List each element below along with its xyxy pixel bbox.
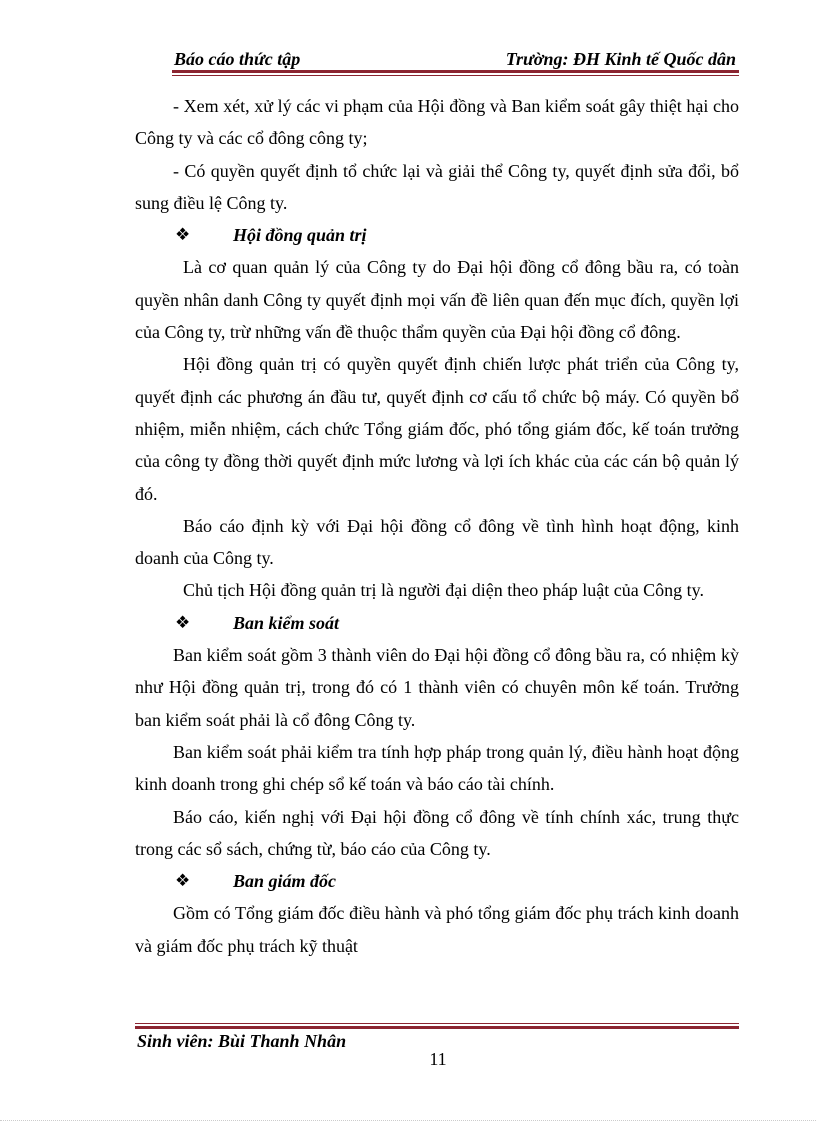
section-heading-directors — [135, 865, 739, 897]
paragraph: Chủ tịch Hội đồng quản trị là người đại diện theo pháp luật của Công ty. — [183, 580, 705, 601]
document-body — [135, 90, 739, 962]
footer-rule-thin — [135, 1023, 739, 1024]
paragraph: Ban kiểm soát gồm 3 thành viên do Đại hội đồng cổ đông bầu ra, có nhiệm kỳ như Hội đồng quản trị, trong đó có 1 thành viên có chuyên môn kế toán. Trưởng ban kiểm soát phải là cổ đông Công ty. — [135, 645, 739, 730]
paragraph: Báo cáo, kiến nghị với Đại hội đồng cổ đông về tính chính xác, trung thực trong các sổ sách, chứng từ, báo cáo của Công ty. — [135, 806, 739, 859]
paragraph: Ban kiểm soát phải kiểm tra tính hợp pháp trong quản lý, điều hành hoạt động kinh doanh trong ghi chép sổ kế toán và báo cáo tài chính. — [135, 741, 739, 795]
heading-text: Ban giám đốc — [233, 871, 337, 892]
section-heading-board — [135, 219, 739, 251]
paragraph: Hội đồng quản trị có quyền quyết định chiến lược phát triển của Công ty, quyết định các phương án đầu tư, quyết định cơ cấu tổ chức bộ máy. Có quyền bổ nhiệm, miễn nhiệm, cách chức Tổng giám đốc, phó tổng giám đốc, kế toán trưởng của công ty đồng thời quyết định mức lương và lợi ích khác của các cán bộ quản lý đó. — [135, 354, 739, 504]
paragraph: Là cơ quan quản lý của Công ty do Đại hội đồng cổ đông bầu ra, có toàn quyền nhân danh Công ty quyết định mọi vấn đề liên quan đến mục đích, quyền lợi của Công ty, trừ những vấn đề thuộc thẩm quyền của Đại hội đồng cổ đông. — [135, 257, 739, 343]
header-university: Trường: ĐH Kinh tế Quốc dân — [505, 49, 736, 69]
paragraph: - Xem xét, xử lý các vi phạm của Hội đồng và Ban kiểm soát gây thiệt hại cho Công ty và các cổ đông công ty; — [135, 96, 739, 149]
header-report-title: Báo cáo thức tập — [174, 49, 301, 69]
diamond-bullet-icon: ❖ — [175, 612, 191, 632]
footer-double-rule — [135, 1023, 739, 1031]
paragraph: Báo cáo định kỳ với Đại hội đồng cổ đông về tình hình hoạt động, kinh doanh của Công ty. — [135, 515, 739, 569]
heading-text: Hội đồng quản trị — [233, 225, 367, 246]
page-header — [172, 47, 738, 71]
heading-text: Ban kiểm soát — [233, 612, 340, 633]
page-edge-divider — [0, 1120, 816, 1121]
header-rule-thick — [172, 70, 739, 73]
header-double-rule — [172, 70, 739, 77]
diamond-bullet-icon: ❖ — [175, 225, 191, 245]
footer-student-name: Sinh viên: Bùi Thanh Nhân — [137, 1031, 347, 1051]
paragraph: Gồm có Tổng giám đốc điều hành và phó tổng giám đốc phụ trách kinh doanh và giám đốc phụ trách kỹ thuật — [135, 903, 739, 956]
footer-rule-thick — [135, 1026, 739, 1029]
page-number: 11 — [429, 1049, 447, 1069]
section-heading-supervisory — [135, 607, 739, 639]
diamond-bullet-icon: ❖ — [175, 871, 191, 891]
header-rule-thin — [172, 75, 739, 76]
paragraph: - Có quyền quyết định tổ chức lại và giải thể Công ty, quyết định sửa đổi, bổ sung điều lệ Công ty. — [135, 160, 739, 213]
